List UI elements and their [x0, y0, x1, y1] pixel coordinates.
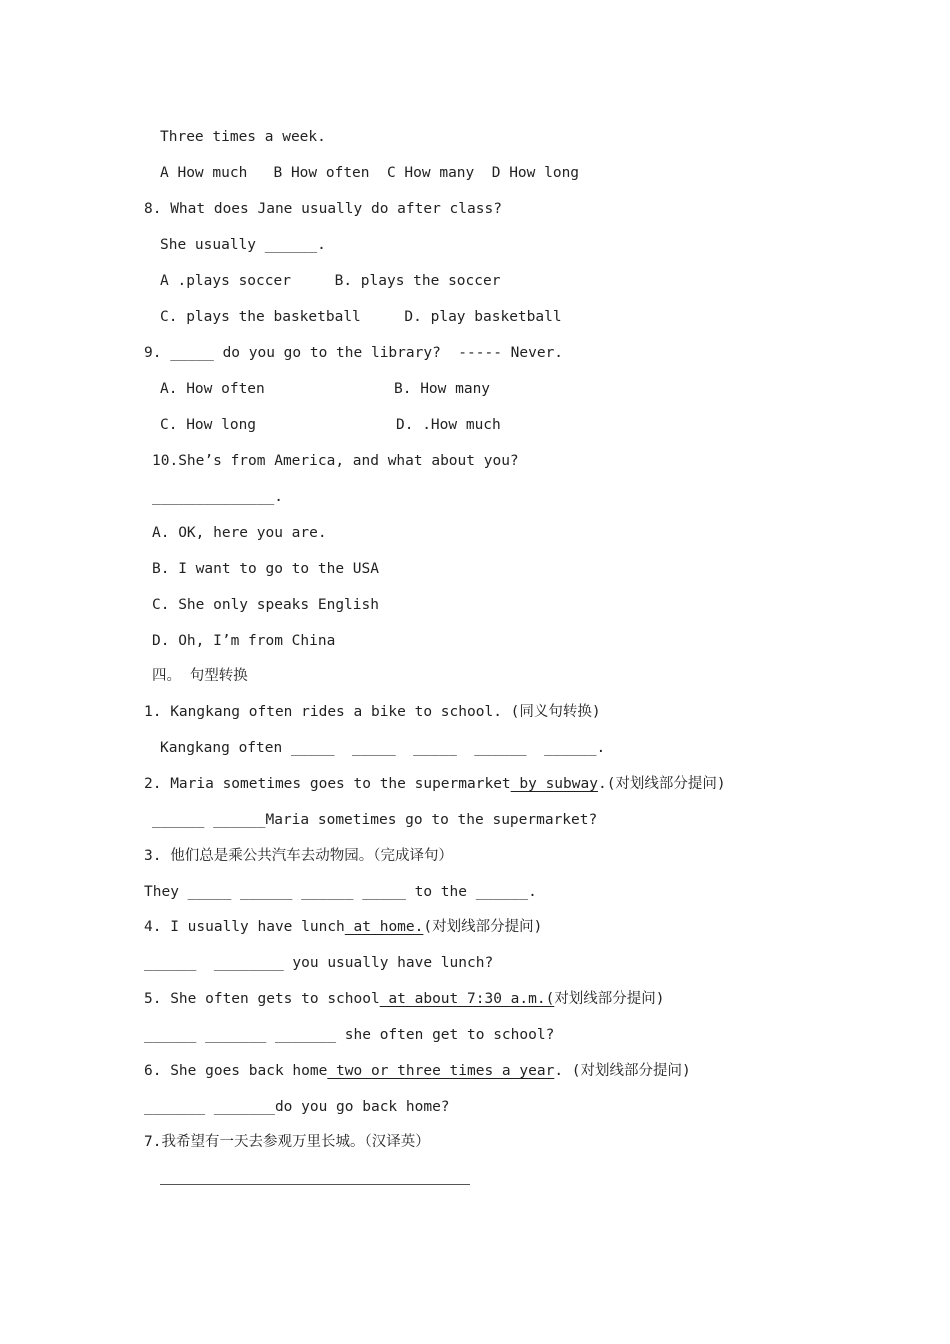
- t7-answer-line: [160, 1184, 470, 1185]
- q8-options-ab: A .plays soccer B. plays the soccer: [160, 273, 501, 289]
- t4-answer: ______ ________ you usually have lunch?: [144, 955, 494, 971]
- t1-question: 1. Kangkang often rides a bike to school. (同义句转换): [144, 704, 601, 720]
- t4-question: [144, 917, 542, 937]
- t2-answer: ______ ______Maria sometimes go to the supermarket?: [152, 812, 598, 828]
- section-heading: 四。 句型转换: [152, 668, 248, 684]
- t2-underlined-part: by subway: [510, 776, 598, 792]
- q8-stem: She usually ______.: [160, 237, 326, 253]
- t6-question-post: . (对划线部分提问): [554, 1063, 691, 1079]
- q10-question: 10.She’s from America, and what about you?: [152, 453, 519, 469]
- t5-question-post: 对划线部分提问): [554, 991, 665, 1007]
- t4-question-pre: 4. I usually have lunch: [144, 919, 345, 935]
- t6-underlined-part: two or three times a year: [327, 1063, 555, 1079]
- t5-question: [144, 989, 665, 1009]
- t6-question: [144, 1061, 691, 1081]
- t7-question: 7.我希望有一天去参观万里长城。（汉译英）: [144, 1134, 430, 1150]
- q9-option-b: B. How many: [394, 381, 491, 397]
- q10-blank: ______________.: [152, 489, 283, 505]
- q9-option-c: C. How long: [160, 417, 257, 433]
- t5-answer: ______ _______ _______ she often get to school?: [144, 1027, 555, 1043]
- q9-option-a: A. How often: [160, 381, 265, 397]
- t3-answer: They _____ ______ ______ _____ to the ______.: [144, 884, 537, 900]
- t5-question-pre: 5. She often gets to school: [144, 991, 380, 1007]
- q10-option-c: C. She only speaks English: [152, 597, 379, 613]
- q8-options-cd: C. plays the basketball D. play basketball: [160, 309, 562, 325]
- t6-question-pre: 6. She goes back home: [144, 1063, 328, 1079]
- q9-question: 9. _____ do you go to the library? ----- Never.: [144, 345, 564, 361]
- t4-underlined-part: at home.: [344, 919, 424, 935]
- q9-option-d: D. .How much: [396, 417, 501, 433]
- t3-question: 3. 他们总是乘公共汽车去动物园。（完成译句）: [144, 848, 453, 864]
- t2-question-post: .(对划线部分提问): [597, 776, 726, 792]
- q7-options: A How much B How often C How many D How long: [160, 165, 580, 181]
- q7-answer: Three times a week.: [160, 129, 326, 145]
- q8-question: 8. What does Jane usually do after class?: [144, 201, 502, 217]
- t4-question-post: (对划线部分提问): [423, 919, 543, 935]
- q10-option-a: A. OK, here you are.: [152, 525, 327, 541]
- t1-answer: Kangkang often _____ _____ _____ ______ ______.: [160, 740, 606, 756]
- t5-underlined-part: at about 7:30 a.m.(: [379, 991, 555, 1007]
- q10-option-b: B. I want to go to the USA: [152, 561, 379, 577]
- t2-question: [144, 774, 726, 794]
- q10-option-d: D. Oh, I’m from China: [152, 633, 336, 649]
- t2-question-pre: 2. Maria sometimes goes to the supermarket: [144, 776, 511, 792]
- t6-answer: _______ _______do you go back home?: [144, 1099, 450, 1115]
